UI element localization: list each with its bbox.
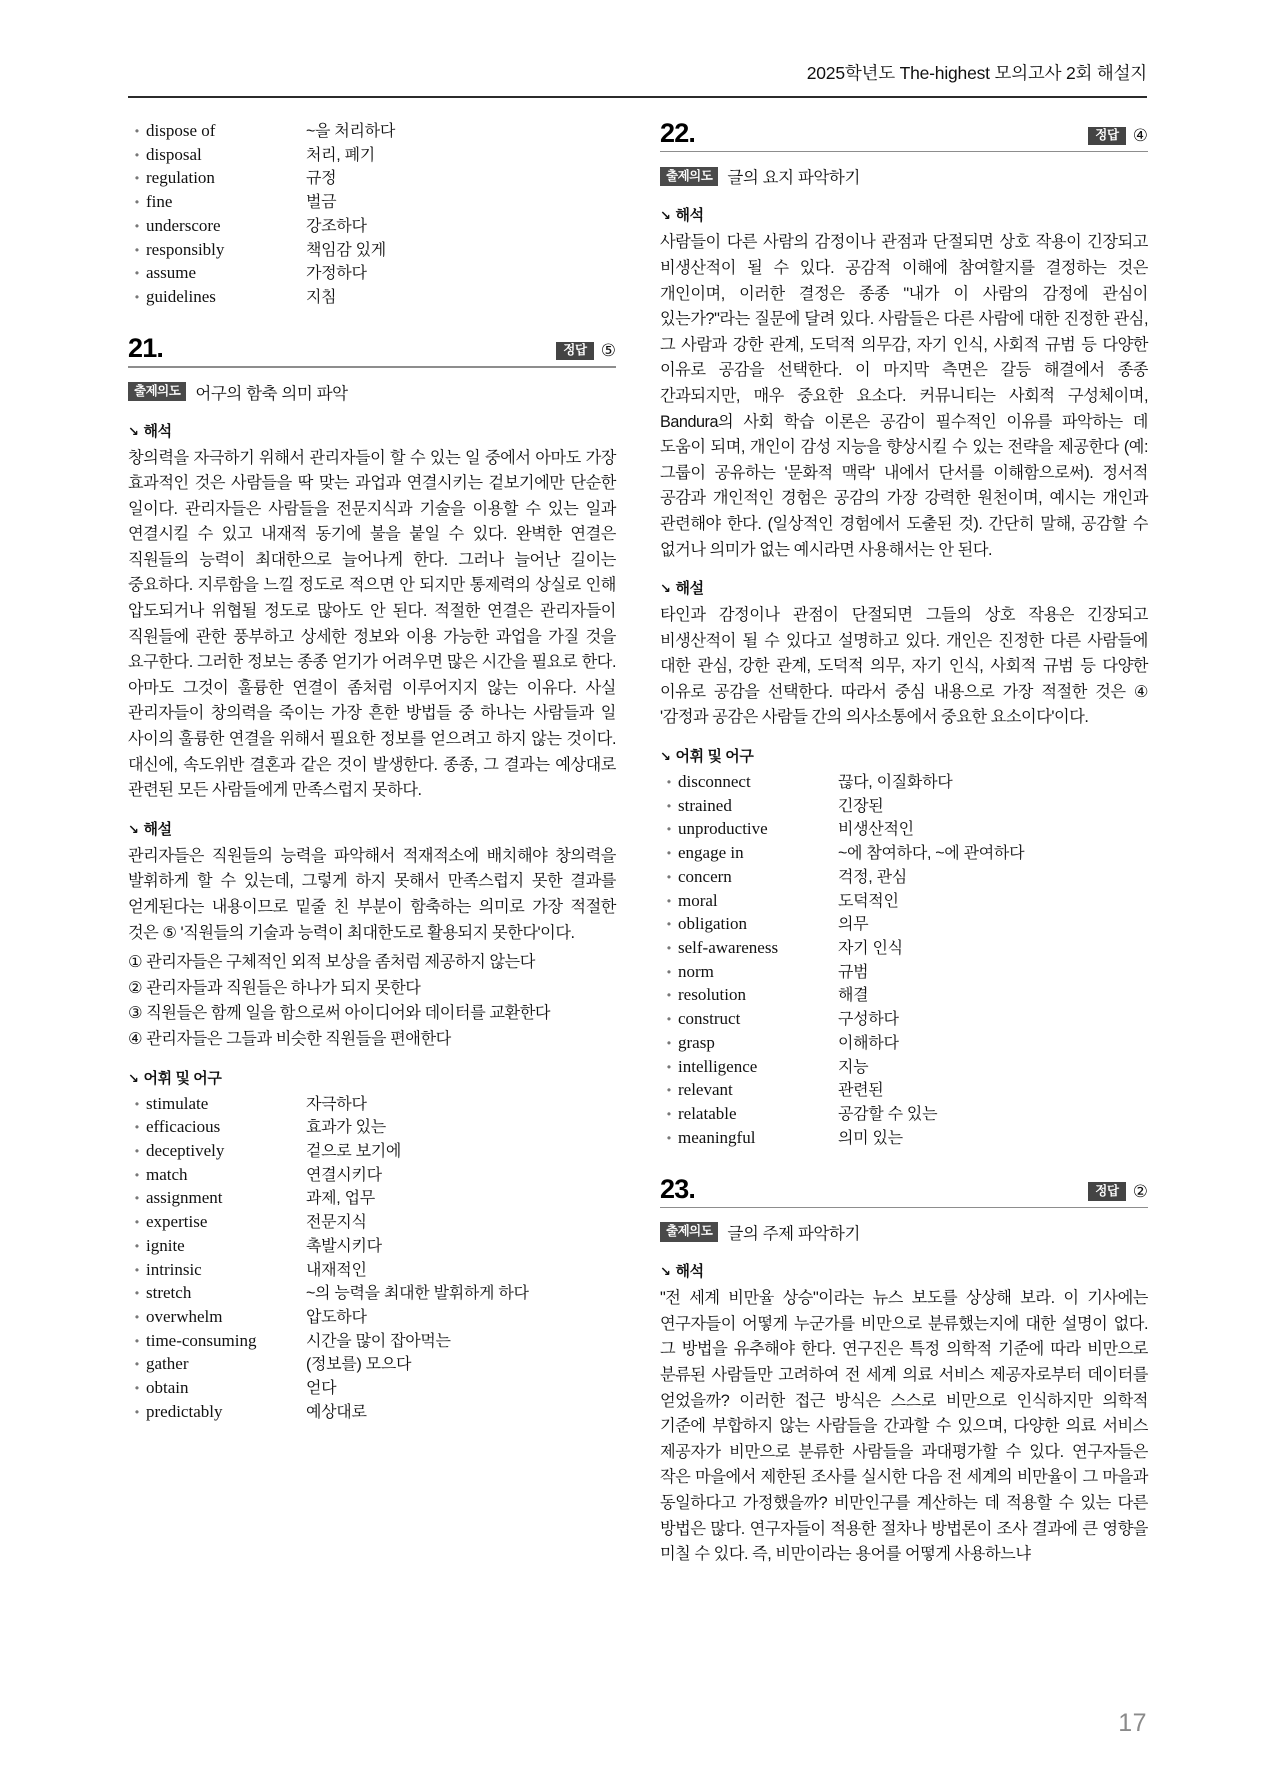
bullet-icon: • (666, 869, 672, 884)
vocabulary-row (660, 842, 1148, 865)
section-label-translation: 해석 (675, 1263, 704, 1281)
vocabulary-meaning: 촉발시키다 (306, 1237, 382, 1255)
document-header (128, 60, 1147, 94)
vocabulary-meaning: 압도하다 (306, 1308, 367, 1326)
bullet-icon: • (666, 1059, 672, 1074)
question-21-explanation-text: 관리자들은 직원들의 능력을 파악해서 적재적소에 배치해야 창의력을 발휘하게 할 수 있는데, 그렇게 하지 못해서 만족스럽지 못한 결과를 얻게된다는 내용이므로 밑줄 친 부분이 함축하는 의미로 가장 적절한 것은 ⑤ '직원들의 기술과 능력이 최대한도로 활용되지 못한다'이다. (128, 846, 616, 942)
vocabulary-term: engage in (678, 843, 744, 863)
vocabulary-meaning: 끊다, 이질화하다 (838, 774, 953, 792)
vocabulary-meaning: 규정 (306, 170, 337, 188)
bullet-icon: • (134, 147, 140, 162)
vocabulary-term: underscore (146, 215, 221, 235)
vocabulary-row (128, 1377, 616, 1400)
vocabulary-meaning: 책임감 있게 (306, 241, 386, 259)
vocabulary-term: unproductive (678, 819, 768, 839)
section-label-translation: 해석 (675, 207, 704, 225)
vocabulary-term: gather (146, 1354, 189, 1374)
bullet-icon: • (134, 1404, 140, 1419)
bullet-icon: • (666, 941, 672, 955)
vocabulary-meaning: 해결 (838, 987, 869, 1005)
vocabulary-row (660, 818, 1148, 841)
intent-badge-label: 출제의도 (128, 382, 186, 402)
question-21-choice-list (128, 950, 616, 1052)
vocabulary-row (660, 1056, 1148, 1079)
question-23-answer-value: ② (1132, 1182, 1148, 1202)
bullet-icon: • (134, 1381, 140, 1396)
vocabulary-row (128, 1306, 616, 1329)
question-21-divider (128, 366, 616, 367)
bullet-icon: • (134, 171, 140, 186)
vocabulary-row (660, 1103, 1148, 1126)
vocabulary-term: assume (146, 263, 197, 283)
bullet-icon: • (134, 1143, 140, 1158)
question-22-vocabulary-list (660, 771, 1148, 1150)
arrow-icon: ↘ (660, 749, 671, 765)
vocabulary-row (128, 1235, 616, 1258)
vocabulary-term: obligation (678, 914, 747, 934)
vocabulary-meaning: ~의 능력을 최대한 발휘하게 하다 (306, 1285, 529, 1303)
vocabulary-meaning: 규범 (838, 963, 869, 981)
question-21-header (128, 335, 616, 366)
vocabulary-meaning: 전문지식 (306, 1214, 367, 1232)
vocabulary-meaning: 걱정, 관심 (838, 868, 907, 886)
vocabulary-meaning: 가정하다 (306, 265, 367, 283)
vocabulary-term: dispose of (146, 121, 216, 140)
vocabulary-meaning: 효과가 있는 (306, 1119, 386, 1137)
question-23-intent-row (660, 1220, 1148, 1244)
question-23-number: 23. (660, 1173, 696, 1204)
vocabulary-row (660, 771, 1148, 794)
arrow-icon: ↘ (128, 821, 139, 837)
vocabulary-row (128, 1116, 616, 1139)
vocabulary-row (128, 191, 616, 214)
question-21-vocabulary-heading (128, 1067, 616, 1088)
bullet-icon: • (134, 1120, 140, 1135)
vocabulary-term: norm (678, 961, 714, 981)
section-label-translation: 해석 (143, 422, 172, 440)
vocabulary-row (660, 913, 1148, 936)
vocabulary-meaning: 이해하다 (838, 1034, 899, 1052)
bullet-icon: • (666, 1035, 672, 1050)
arrow-icon: ↘ (660, 208, 671, 224)
question-22-translation-text: 사람들이 다른 사람의 감정이나 관점과 단절되면 상호 작용이 긴장되고 비생산적이 될 수 있다. 공감적 이해에 참여할지를 결정하는 것은 개인이며, 이러한 결정은 종종 "내가 이 사람의 감정에 관심이 있는가?"라는 질문에 달려 있다. 사람들은 다른 사람에 대한 진정한 관심, 그 사람과 강한 관계, 도덕적 의무감, 자기 인식, 사회적 규범 등 다양한 이유로 공감을 선택한다. 이 마지막 측면은 갈등 해결에서 종종 간과되지만, 매우 중요한 요소다. 커뮤니티는 사회적 구성체이며, Bandura의 사회 학습 이론은 공감이 필수적인 이유를 파악하는 데 도움이 되며, 개인이 감성 지능을 향상시킬 수 있는 전략을 제공한다 (예: 그룹이 공유하는 '문화적 맥락' 내에서 단서를 이해함으로써). 정서적 공감과 개인적인 경험은 공감의 가장 강력한 원천이며, 예시는 개인과 관련해야 한다. (일상적인 경험에서 도출된 것). 간단히 말해, 공감할 수 없거나 의미가 없는 예시라면 사용해서는 안 된다. (660, 233, 1148, 559)
bullet-icon: • (134, 1309, 140, 1324)
bullet-icon: • (666, 822, 672, 837)
vocabulary-term: moral (678, 890, 718, 910)
header-divider (128, 96, 1147, 98)
bullet-icon: • (134, 1286, 140, 1301)
vocabulary-meaning: ~을 처리하다 (306, 123, 395, 140)
question-22-divider (660, 151, 1148, 152)
left-column (128, 120, 616, 1670)
bullet-icon: • (666, 917, 672, 932)
question-22-explanation-text: 타인과 감정이나 관점이 단절되면 그들의 상호 작용은 긴장되고 비생산적이 될 수 있다고 설명하고 있다. 개인은 진정한 다른 사람들에 대한 관심, 강한 관계, 도덕적 의무, 자기 인식, 사회적 규범 등 다양한 이유로 공감을 선택한다. 따라서 중심 내용으로 가장 적절한 것은 ④ '감정과 공감은 사람들 간의 의사소통에서 중요한 요소이다'이다. (660, 606, 1148, 727)
vocabulary-row (128, 1187, 616, 1210)
vocabulary-term: deceptively (146, 1140, 225, 1160)
bullet-icon: • (666, 1012, 672, 1027)
question-21-intent-row (128, 380, 616, 404)
continued-vocabulary-list (128, 120, 616, 309)
bullet-icon: • (134, 1167, 140, 1182)
question-21-number: 21. (128, 333, 164, 364)
vocabulary-row (660, 1127, 1148, 1150)
arrow-icon: ↘ (660, 581, 671, 597)
bullet-icon: • (134, 1215, 140, 1230)
vocabulary-row (128, 1093, 616, 1116)
vocabulary-row (128, 1259, 616, 1282)
vocabulary-meaning: 얻다 (306, 1380, 337, 1398)
bullet-icon: • (134, 1191, 140, 1206)
bullet-icon: • (134, 242, 140, 257)
bullet-icon: • (666, 798, 672, 813)
bullet-icon: • (134, 1238, 140, 1253)
arrow-icon: ↘ (128, 1070, 139, 1086)
intent-badge-label: 출제의도 (660, 167, 718, 187)
question-23-translation-heading (660, 1260, 1148, 1281)
vocabulary-term: disconnect (678, 772, 751, 792)
vocabulary-term: relatable (678, 1103, 737, 1123)
vocabulary-term: match (146, 1164, 188, 1184)
vocabulary-term: intrinsic (146, 1259, 202, 1279)
vocabulary-term: intelligence (678, 1056, 758, 1076)
vocabulary-row (128, 1330, 616, 1353)
question-23-answer-chip (1088, 1182, 1148, 1203)
vocabulary-row (128, 286, 616, 309)
vocabulary-term: expertise (146, 1212, 208, 1232)
section-label-vocabulary: 어휘 및 어구 (675, 748, 754, 766)
vocabulary-meaning: 시간을 많이 잡아먹는 (306, 1332, 451, 1350)
question-22-number: 22. (660, 118, 696, 148)
bullet-icon: • (134, 195, 140, 210)
vocabulary-row (128, 239, 616, 262)
vocabulary-row (660, 1079, 1148, 1102)
vocabulary-term: resolution (678, 985, 746, 1005)
vocabulary-term: construct (678, 1009, 741, 1029)
vocabulary-meaning: 공감할 수 있는 (838, 1105, 938, 1123)
question-22-answer-value: ④ (1132, 126, 1148, 146)
vocabulary-term: fine (146, 192, 173, 212)
vocabulary-term: grasp (678, 1032, 715, 1052)
section-label-vocabulary: 어휘 및 어구 (143, 1069, 222, 1087)
vocabulary-term: overwhelm (146, 1306, 223, 1326)
vocabulary-term: concern (678, 866, 732, 886)
vocabulary-meaning: 의미 있는 (838, 1129, 903, 1147)
vocabulary-term: guidelines (146, 286, 216, 306)
vocabulary-term: strained (678, 795, 732, 815)
vocabulary-meaning: 겉으로 보기에 (306, 1142, 402, 1160)
vocabulary-term: self-awareness (678, 938, 779, 957)
vocabulary-meaning: 구성하다 (838, 1011, 899, 1029)
vocabulary-meaning: ~에 참여하다, ~에 관여하다 (838, 845, 1025, 863)
bullet-icon: • (134, 1357, 140, 1372)
vocabulary-meaning: 연결시키다 (306, 1166, 382, 1184)
vocabulary-meaning: 벌금 (306, 194, 337, 212)
vocabulary-term: stimulate (146, 1093, 209, 1113)
question-22-translation-heading (660, 204, 1148, 225)
section-label-explanation: 해설 (675, 580, 704, 598)
vocabulary-meaning: 과제, 업무 (306, 1190, 375, 1208)
vocabulary-row (128, 262, 616, 285)
answer-choice: ① 관리자들은 구체적인 외적 보상을 좀처럼 제공하지 않는다 (128, 953, 535, 972)
question-21-translation-heading (128, 420, 616, 441)
question-21-answer-chip (556, 342, 616, 363)
bullet-icon: • (666, 775, 672, 790)
vocabulary-meaning: (정보를) 모으다 (306, 1356, 412, 1374)
two-column-body (128, 120, 1147, 1670)
vocabulary-row (128, 1164, 616, 1187)
vocabulary-term: responsibly (146, 239, 225, 259)
vocabulary-meaning: 강조하다 (306, 217, 367, 235)
vocabulary-row (660, 937, 1148, 960)
question-21-explanation-heading (128, 818, 616, 839)
question-23-translation-text: "전 세계 비만율 상승"이라는 뉴스 보도를 상상해 보라. 이 기사에는 연구자들이 어떻게 누군가를 비만으로 분류했는지에 대한 설명이 없다. 그 방법을 유추해야 한다. 연구진은 특정 의학적 기준에 따라 비만으로 분류된 사람들만 고려하여 전 세계 의료 서비스 제공자로부터 데이터를 얻었을까? 이러한 접근 방식은 스스로 비만으로 인식하지만 의학적 기준에 부합하지 않는 사람들을 간과할 수 있으며, 다양한 의료 서비스 제공자가 비만으로 분류한 사람들을 과대평가할 수 있다. 연구자들은 작은 마을에서 제한된 조사를 실시한 다음 전 세계의 비만율이 그 마을과 동일하다고 가정했을까? 비만인구를 계산하는 데 적용할 수 있는 다른 방법은 많다. 연구자들이 적용한 절차나 방법론이 조사 결과에 큰 영향을 미칠 수 있다. 즉, 비만이라는 용어를 어떻게 사용하느냐 (660, 1289, 1148, 1564)
question-21-intent-text: 어구의 함축 의미 파악 (195, 384, 348, 403)
vocabulary-term: regulation (146, 168, 215, 188)
answer-choice: ③ 직원들은 함께 일을 함으로써 아이디어와 데이터를 교환한다 (128, 1004, 551, 1023)
vocabulary-term: assignment (146, 1188, 223, 1208)
vocabulary-meaning: 지능 (838, 1058, 869, 1076)
question-block-22 (660, 120, 1148, 1150)
bullet-icon: • (666, 964, 672, 979)
vocabulary-term: predictably (146, 1401, 223, 1421)
bullet-icon: • (134, 218, 140, 233)
bullet-icon: • (134, 266, 140, 281)
vocabulary-meaning: 자극하다 (306, 1095, 367, 1113)
vocabulary-term: obtain (146, 1378, 189, 1398)
vocabulary-row (128, 215, 616, 238)
vocabulary-meaning: 관련된 (838, 1082, 884, 1100)
bullet-icon: • (134, 1333, 140, 1348)
vocabulary-term: stretch (146, 1283, 192, 1303)
intent-badge-label: 출제의도 (660, 1222, 718, 1242)
question-21-translation-text: 창의력을 자극하기 위해서 관리자들이 할 수 있는 일 중에서 아마도 가장 효과적인 것은 사람들을 딱 맞는 과업과 연결시키는 겉보기에만 단순한 일이다. 관리자들은 사람들을 전문지식과 기술을 이용할 수 있는 일과 연결시킬 수 있고 내재적 동기에 불을 붙일 수 있다. 완벽한 연결은 직원들의 능력이 최대한으로 늘어나게 한다. 그러나 늘어난 길이는 중요하다. 지루함을 느낄 정도로 적으면 안 되지만 통제력의 상실로 인해 압도되거나 위협될 정도로 많아도 안 된다. 적절한 연결은 관리자들이 직원들에 관한 풍부하고 상세한 정보와 이용 가능한 과업을 가질 것을 요구한다. 그러한 정보는 종종 얻기가 어려우면 많은 시간을 필요로 한다. 아마도 그것이 훌륭한 연결이 좀처럼 이루어지지 않는 이유다. 사실 관리자들이 창의력을 죽이는 가장 흔한 방법들 중 하나는 사람들과 일 사이의 훌륭한 연결을 위해서 필요한 정보를 얻으려고 하지 않는 것이다. 대신에, 속도위반 결혼과 같은 것이 발생한다. 종종, 그 결과는 예상대로 관련된 모든 사람들에게 만족스럽지 못하다. (128, 448, 616, 800)
vocabulary-meaning: 자기 인식 (838, 940, 903, 957)
arrow-icon: ↘ (660, 1264, 671, 1280)
vocabulary-meaning: 지침 (306, 288, 337, 306)
vocabulary-meaning: 긴장된 (838, 797, 884, 815)
question-22-intent-text: 글의 요지 파악하기 (727, 169, 860, 188)
vocabulary-term: meaningful (678, 1127, 756, 1147)
bullet-icon: • (666, 1106, 672, 1121)
vocabulary-meaning: 내재적인 (306, 1261, 367, 1279)
question-22-explanation-heading (660, 577, 1148, 598)
question-23-intent-text: 글의 주제 파악하기 (727, 1225, 860, 1244)
answer-badge-label: 정답 (556, 342, 594, 361)
bullet-icon: • (134, 289, 140, 304)
bullet-icon: • (134, 124, 140, 138)
vocabulary-row (660, 984, 1148, 1007)
bullet-icon: • (666, 1083, 672, 1098)
vocabulary-row (660, 866, 1148, 889)
vocabulary-row (128, 144, 616, 167)
vocabulary-row (128, 167, 616, 190)
question-block-21 (128, 335, 616, 1424)
vocabulary-meaning: 의무 (838, 916, 869, 934)
vocabulary-row (660, 961, 1148, 984)
question-22-intent-row (660, 164, 1148, 188)
bullet-icon: • (666, 988, 672, 1003)
vocabulary-row (660, 1032, 1148, 1055)
vocabulary-term: relevant (678, 1080, 733, 1100)
question-23-divider (660, 1207, 1148, 1208)
page-number: 17 (1118, 1709, 1147, 1737)
right-column (660, 120, 1148, 1670)
question-block-23 (660, 1173, 1148, 1568)
question-23-header (660, 1173, 1148, 1207)
vocabulary-term: time-consuming (146, 1330, 257, 1350)
question-21-answer-value: ⑤ (600, 341, 616, 361)
vocabulary-term: ignite (146, 1235, 185, 1255)
vocabulary-term: disposal (146, 144, 202, 164)
bullet-icon: • (134, 1096, 140, 1111)
header-title: 2025학년도 The-highest 모의고사 2회 해설지 (806, 63, 1147, 83)
vocabulary-row (660, 1008, 1148, 1031)
question-22-header (660, 120, 1148, 151)
vocabulary-meaning: 처리, 폐기 (306, 146, 375, 164)
section-label-explanation: 해설 (143, 820, 172, 838)
answer-choice: ④ 관리자들은 그들과 비슷한 직원들을 편애한다 (128, 1029, 451, 1048)
vocabulary-row (128, 120, 616, 143)
vocabulary-row (128, 1353, 616, 1376)
vocabulary-meaning: 예상대로 (306, 1403, 367, 1421)
vocabulary-row (128, 1211, 616, 1234)
vocabulary-term: efficacious (146, 1117, 221, 1137)
vocabulary-row (660, 795, 1148, 818)
bullet-icon: • (666, 893, 672, 908)
bullet-icon: • (666, 846, 672, 861)
vocabulary-row (128, 1282, 616, 1305)
question-21-vocabulary-list (128, 1093, 616, 1424)
vocabulary-meaning: 도덕적인 (838, 892, 899, 910)
question-22-answer-chip (1088, 127, 1148, 148)
answer-badge-label: 정답 (1088, 1182, 1126, 1201)
question-22-vocabulary-heading (660, 745, 1148, 766)
bullet-icon: • (666, 1130, 672, 1145)
bullet-icon: • (134, 1262, 140, 1277)
vocabulary-meaning: 비생산적인 (838, 821, 914, 839)
vocabulary-row (660, 890, 1148, 913)
vocabulary-row (128, 1401, 616, 1424)
arrow-icon: ↘ (128, 423, 139, 439)
answer-badge-label: 정답 (1088, 127, 1126, 146)
vocabulary-row (128, 1140, 616, 1163)
answer-choice: ② 관리자들과 직원들은 하나가 되지 못한다 (128, 978, 421, 997)
